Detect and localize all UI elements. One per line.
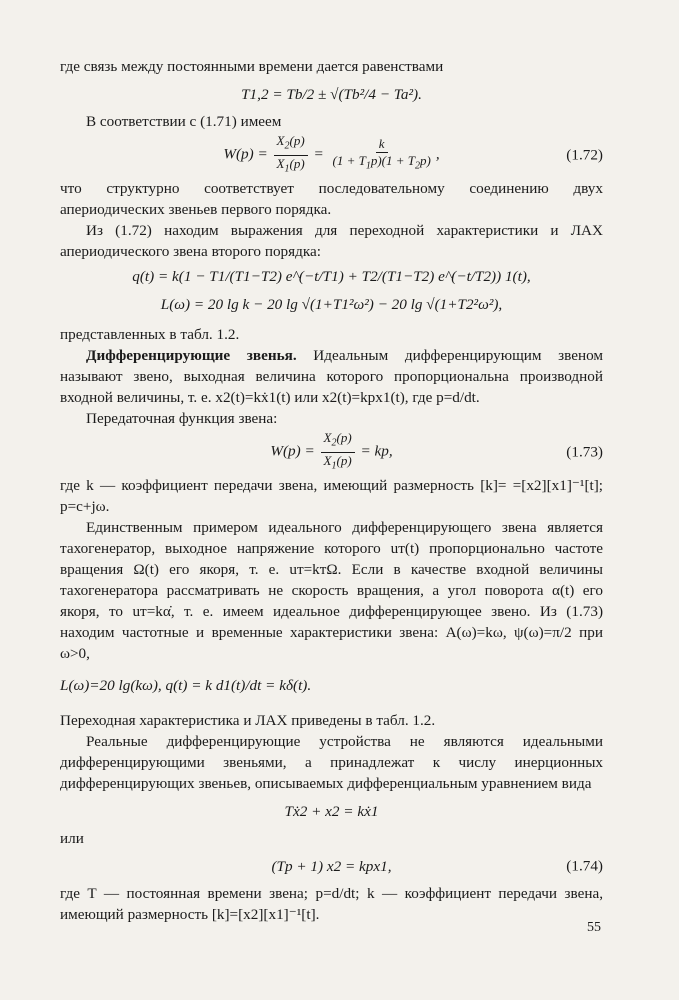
equation-tx [60,794,603,828]
equation-text: (Tp + 1) x2 = kpx1, [271,857,392,875]
equation-text: L(ω) = 20 lg k − 20 lg √(1+T1²ω²) − 20 lg √(1+T2²ω²), [160,295,503,313]
equation-number: (1.73) [566,443,603,461]
equation-lq [60,664,603,706]
section-title: Дифференцирующие звенья. [86,347,297,364]
paragraph: где k — коэффициент передачи звена, имеющий размерность [k]= =[x2][x1]⁻¹[t]; p=c+jω. [60,477,603,515]
equation-w-kp: W(p) = $\frac{X_2(p)}{X_1(p)}$ = kp, [270,429,393,472]
equation-1-72 [60,132,603,178]
word-or: или [60,830,84,847]
equation-t12 [60,77,603,111]
paragraph: что структурно соответствует последовательному соединению двух апериодических звеньев первого порядка. [60,180,603,218]
section-text: Идеальным дифференцирующим звеном называют звено, выходная величина которого пропорциональна производной входной величины, т. е. x2(t)=kẋ1(t) или x2(t)=kpx1(t), где p=d/dt. [60,347,604,406]
paragraph: где T — постоянная времени звена; p=d/dt; k — коэффициент передачи звена, имеющий размерность [k]=[x2][x1]⁻¹[t]. [60,885,603,923]
equation-text: L(ω)=20 lg(kω), q(t) = k d1(t)/dt = kδ(t). [60,676,312,694]
paragraph: где связь между постоянными времени дается равенствами [60,58,444,75]
equation-w-p: W(p) = $\frac{X_2(p)}{X_1(p)}$ = $\frac{k}{(1 + T_1p)(1 + T_2p)}$ , [223,132,440,175]
equation-text: T1,2 = Tb/2 ± √(Tb²/4 − Ta²). [241,85,422,103]
paragraph-section [60,345,603,408]
equation-l [60,290,603,318]
equation-text: q(t) = k(1 − T1/(T1−T2) e^(−t/T1) + T2/(T1−T2) e^(−t/T2)) 1(t), [132,267,531,285]
paragraph: В соответствии с (1.71) имеем [86,113,282,130]
equation-number: (1.72) [566,146,603,164]
equation-1-74 [60,849,603,883]
page-body [60,56,603,925]
paragraph: Реальные дифференцирующие устройства не являются идеальными дифференцирующими звеньями, а принадлежат к числу инерционных дифференцирующих звеньев, описываемых дифференциальным уравнением вида [60,733,603,792]
paragraph: Передаточная функция звена: [86,410,278,427]
equation-q [60,262,603,290]
equation-1-73 [60,429,603,475]
page-number: 55 [587,920,601,935]
paragraph: Переходная характеристика и ЛАХ приведены в табл. 1.2. [60,712,436,729]
paragraph: Единственным примером идеального дифференцирующего звена является тахогенератор, выходное напряжение которого uт(t) пропорционально частоте вращения Ω(t) его якоря, т. е. uт=kтΩ. Если в качестве входной величины тахогенератора рассматривать не скорость вращения, а угол поворота α(t) его якоря, то uт=kα̇, т. е. имеем идеальное дифференцирующее звено. Из (1.73) находим частотные и временные характеристики звена: A(ω)=kω, ψ(ω)=π/2 при ω>0, [60,519,603,662]
equation-number: (1.74) [566,857,603,875]
paragraph: представленных в табл. 1.2. [60,326,240,343]
paragraph: Из (1.72) находим выражения для переходной характеристики и ЛАХ апериодического звена второго порядка: [60,222,603,260]
equation-text: Tẋ2 + x2 = kẋ1 [284,802,379,820]
